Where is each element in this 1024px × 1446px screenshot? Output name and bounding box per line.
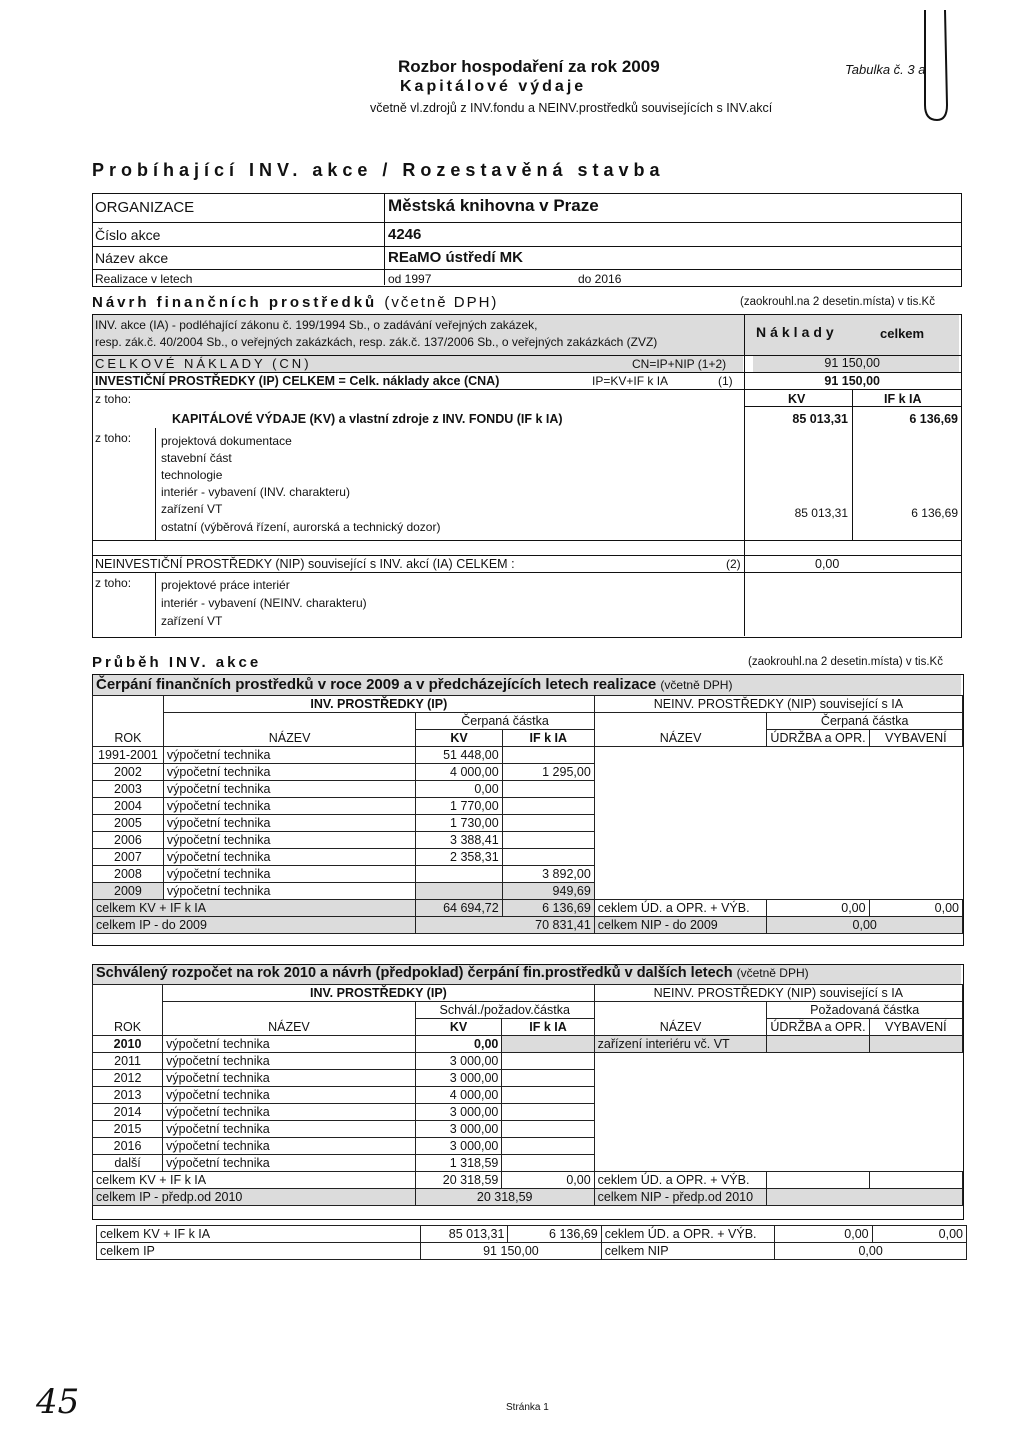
row-kv: 4 000,00 (415, 1087, 502, 1104)
row-kv (416, 883, 502, 900)
schvaleny-table (92, 984, 963, 1206)
nip-item-interier: interiér - vybavení (NEINV. charakteru) (161, 596, 367, 610)
zarizeni-vt-if: 6 136,69 (911, 506, 958, 520)
item-stavebni: stavební část (161, 451, 232, 465)
cerpani-if-header: IF k IA (502, 730, 594, 747)
celkem-nip-value: 0,00 (767, 917, 963, 934)
row-nazev: výpočetní technika (163, 764, 415, 781)
schv-nazev-nip-header: NÁZEV (594, 1019, 767, 1036)
nazev-akce-label: Název akce (95, 250, 169, 266)
row-kv: 1 770,00 (416, 798, 502, 815)
row-kv (416, 866, 502, 883)
row-nazev: výpočetní technika (163, 1155, 416, 1172)
final-nip-value: 0,00 (775, 1243, 967, 1260)
inv-akce-line-1: INV. akce (IA) - podléhající zákonu č. 199/1994 Sb., o zadávání veřejných zakázek, (95, 318, 538, 332)
ip-num: (1) (718, 374, 733, 388)
row-nazev: výpočetní technika (163, 1036, 416, 1053)
celkem-label: celkem (880, 326, 925, 341)
celkem-ip-value: 70 831,41 (416, 917, 594, 934)
row-rok: 2003 (93, 781, 164, 798)
row-rok: 2016 (93, 1138, 163, 1155)
if-ia-header: IF k IA (884, 392, 922, 406)
row-kv: 3 388,41 (416, 832, 502, 849)
table-row (93, 1070, 963, 1087)
row-kv: 1 318,59 (415, 1155, 502, 1172)
cerpani-vybaveni-header: VYBAVENÍ (869, 730, 962, 747)
celkem-kv-row (93, 900, 963, 917)
celkem-ud-label: ceklem ÚD. a OPR. + VÝB. (594, 900, 767, 917)
prubeh-unit: (zaokrouhl.na 2 desetin.místa) v tis.Kč (748, 656, 943, 668)
row-if (502, 832, 594, 849)
schv-inv-ip: INV. PROSTŘEDKY (IP) (163, 985, 595, 1002)
document-title: Rozbor hospodaření za rok 2009 (398, 57, 660, 76)
z-toho-label: z toho: (95, 392, 132, 406)
row-kv: 3 000,00 (415, 1053, 502, 1070)
final-ip-row (97, 1243, 967, 1260)
row-if (502, 849, 594, 866)
row-if (502, 781, 594, 798)
document-subtitle-2: včetně vl.zdrojů z INV.fondu a NEINV.prostředků souvisejících s INV.akcí (370, 101, 773, 115)
cislo-akce-value: 4246 (388, 226, 422, 243)
celkem-kv-label: celkem KV + IF k IA (93, 900, 416, 917)
row-nazev: výpočetní technika (163, 781, 415, 798)
row-rok: 2004 (93, 798, 164, 815)
item-interier: interiér - vybavení (INV. charakteru) (161, 485, 350, 499)
schv-celkem-kv-row (93, 1172, 963, 1189)
kv-header: KV (788, 392, 806, 406)
table-number: Tabulka č. 3 a (845, 62, 926, 77)
navrh-title-suffix: (včetně DPH) (384, 294, 499, 311)
row-if (502, 747, 594, 764)
cn-formula: CN=IP+NIP (1+2) (632, 357, 727, 371)
nip-z-toho: z toho: (95, 576, 132, 590)
zarizeni-vt-kv: 85 013,31 (794, 506, 848, 520)
schv-nazev-header: NÁZEV (163, 1019, 416, 1036)
celkem-ud-value: 0,00 (767, 900, 869, 917)
cerpani-title-text: Čerpání finančních prostředků v roce 2009 a v předcházejících letech realizace (96, 676, 657, 693)
row-nazev: výpočetní technika (163, 883, 415, 900)
table-row (93, 832, 963, 849)
row-rok: 2009 (93, 883, 164, 900)
schvaleny-title (96, 965, 809, 981)
kapitalove-if: 6 136,69 (909, 412, 958, 426)
nip-label: NEINVESTIČNÍ PROSTŘEDKY (NIP) související s INV. akcí (IA) CELKEM : (95, 557, 515, 571)
schv-schval-label: Schvál./požadov.částka (415, 1002, 594, 1019)
final-totals-table (96, 1225, 967, 1260)
row-nazev: výpočetní technika (163, 1121, 416, 1138)
schv-celkem-ud-label: ceklem ÚD. a OPR. + VÝB. (594, 1172, 767, 1189)
cerpani-cerpana: Čerpaná částka (416, 713, 594, 730)
celkem-vyb-value: 0,00 (869, 900, 962, 917)
row-nazev: výpočetní technika (163, 866, 415, 883)
kapitalove-kv: 85 013,31 (792, 412, 848, 426)
row-rok: 2014 (93, 1104, 163, 1121)
navrh-unit: (zaokrouhl.na 2 desetin.místa) v tis.Kč (740, 296, 935, 308)
schv-zarizeni: zařízení interiéru vč. VT (594, 1036, 767, 1053)
row-kv: 3 000,00 (415, 1070, 502, 1087)
table-row (93, 1036, 963, 1053)
table-row (93, 815, 963, 832)
row-rok: 2006 (93, 832, 164, 849)
row-nazev: výpočetní technika (163, 1070, 416, 1087)
final-kv-value: 85 013,31 (421, 1226, 508, 1243)
row-rok: další (93, 1155, 163, 1172)
table-row (93, 883, 963, 900)
final-ud-value: 0,00 (775, 1226, 872, 1243)
nazev-akce-value: REaMO ústředí MK (388, 249, 524, 266)
nip-num: (2) (726, 557, 741, 571)
realizace-do: do 2016 (578, 272, 622, 286)
naklady-label: Náklady (756, 324, 838, 340)
inv-akce-line-2: resp. zák.č. 40/2004 Sb., o veřejných zakázkách, resp. zák.č. 137/2006 Sb., o veřejných zakázkách (ZVZ) (95, 335, 658, 349)
navrh-title (92, 294, 498, 311)
table-row (93, 764, 963, 781)
schv-rok-header: ROK (93, 1019, 163, 1036)
cerpani-title (96, 676, 732, 693)
row-rok: 2005 (93, 815, 164, 832)
table-row (93, 866, 963, 883)
schv-udrzba-header: ÚDRŽBA a OPR. (767, 1019, 869, 1036)
cerpani-table (92, 695, 963, 934)
document-subtitle: Kapitálové výdaje (400, 78, 587, 95)
schv-kv-header: KV (415, 1019, 502, 1036)
row-nazev: výpočetní technika (163, 849, 415, 866)
row-if (502, 798, 594, 815)
row-nazev: výpočetní technika (163, 798, 415, 815)
row-kv: 3 000,00 (415, 1104, 502, 1121)
final-nip-label: celkem NIP (601, 1243, 775, 1260)
cislo-akce-label: Číslo akce (95, 227, 161, 243)
final-kv-row (97, 1226, 967, 1243)
row-if (502, 815, 594, 832)
celkem-nip-label: celkem NIP - do 2009 (594, 917, 767, 934)
table-row (93, 1104, 963, 1121)
item-technologie: technologie (161, 468, 223, 482)
table-row (93, 1087, 963, 1104)
row-rok: 2008 (93, 866, 164, 883)
row-rok: 2013 (93, 1087, 163, 1104)
row-nazev: výpočetní technika (163, 747, 415, 764)
table-row (93, 1138, 963, 1155)
schv-neinv-nip: NEINV. PROSTŘEDKY (NIP) související s IA (594, 985, 962, 1002)
section-title-probihajici: Probíhající INV. akce / Rozestavěná stavba (92, 160, 665, 180)
ip-label: INVESTIČNÍ PROSTŘEDKY (IP) CELKEM = Celk. náklady akce (CNA) (95, 374, 500, 388)
cerpani-cerpana-nip: Čerpaná částka (767, 713, 963, 730)
cerpani-inv-ip: INV. PROSTŘEDKY (IP) (163, 696, 594, 713)
z-toho-items-label: z toho: (95, 431, 132, 445)
row-rok: 2015 (93, 1121, 163, 1138)
table-row (93, 781, 963, 798)
schv-celkem-kv-value: 20 318,59 (415, 1172, 502, 1189)
cerpani-rok-header: ROK (93, 730, 164, 747)
item-ostatni: ostatní (výběrová řízení, aurorská a technický dozor) (161, 520, 441, 534)
table-row (93, 1155, 963, 1172)
table-row (93, 1121, 963, 1138)
row-rok: 2011 (93, 1053, 163, 1070)
cerpani-nazev-nip-header: NÁZEV (594, 730, 767, 747)
schv-celkem-nip-label: celkem NIP - předp.od 2010 (594, 1189, 767, 1206)
nip-item-zarizeni: zařízení VT (161, 614, 223, 628)
row-nazev: výpočetní technika (163, 1104, 416, 1121)
row-kv: 51 448,00 (416, 747, 502, 764)
cerpani-suffix: (včetně DPH) (660, 678, 733, 692)
cerpani-nazev-header: NÁZEV (163, 730, 415, 747)
row-kv: 1 730,00 (416, 815, 502, 832)
celkem-if-value: 6 136,69 (502, 900, 594, 917)
row-rok: 2010 (93, 1036, 163, 1053)
schv-celkem-ip-value: 20 318,59 (415, 1189, 594, 1206)
celkem-ip-label: celkem IP - do 2009 (93, 917, 416, 934)
item-zarizeni-vt: zařízení VT (161, 502, 223, 516)
final-ud-label: ceklem ÚD. a OPR. + VÝB. (601, 1226, 775, 1243)
row-rok: 1991-2001 (93, 747, 164, 764)
row-rok: 2012 (93, 1070, 163, 1087)
final-kv-label: celkem KV + IF k IA (97, 1226, 421, 1243)
row-nazev: výpočetní technika (163, 832, 415, 849)
schv-if-header: IF k IA (502, 1019, 594, 1036)
row-nazev: výpočetní technika (163, 815, 415, 832)
ip-value: 91 150,00 (824, 374, 880, 388)
row-kv: 0,00 (415, 1036, 502, 1053)
row-if: 949,69 (502, 883, 594, 900)
realizace-label: Realizace v letech (95, 272, 193, 286)
row-kv: 3 000,00 (415, 1138, 502, 1155)
celkem-ip-row (93, 917, 963, 934)
celkem-kv-value: 64 694,72 (416, 900, 502, 917)
row-kv: 4 000,00 (416, 764, 502, 781)
final-if-value: 6 136,69 (508, 1226, 601, 1243)
table-row (93, 798, 963, 815)
nip-item-projektove: projektové práce interiér (161, 578, 290, 592)
row-kv: 0,00 (416, 781, 502, 798)
handwritten-number: 45 (36, 1382, 80, 1422)
nip-value: 0,00 (815, 557, 840, 571)
realizace-od: od 1997 (388, 272, 432, 286)
item-projektova: projektová dokumentace (161, 434, 292, 448)
cerpani-udrzba-header: ÚDRŽBA a OPR. (767, 730, 869, 747)
schv-celkem-ip-label: celkem IP - předp.od 2010 (93, 1189, 416, 1206)
cn-value: 91 150,00 (824, 356, 880, 370)
schv-celkem-kv-label: celkem KV + IF k IA (93, 1172, 416, 1189)
final-ip-label: celkem IP (97, 1243, 421, 1260)
row-rok: 2002 (93, 764, 164, 781)
row-nazev: výpočetní technika (163, 1053, 416, 1070)
row-nazev: výpočetní technika (163, 1138, 416, 1155)
schv-celkem-ip-row (93, 1189, 963, 1206)
ip-formula: IP=KV+IF k IA (592, 374, 669, 388)
final-vyb-value: 0,00 (872, 1226, 966, 1243)
page-number: Stránka 1 (506, 1402, 549, 1413)
org-value: Městská knihovna v Praze (388, 196, 599, 215)
cerpani-neinv-nip: NEINV. PROSTŘEDKY (NIP) související s IA (594, 696, 962, 713)
table-row (93, 1053, 963, 1070)
schv-pozad-label: Požadovaná částka (767, 1002, 963, 1019)
org-label: ORGANIZACE (95, 199, 195, 216)
row-nazev: výpočetní technika (163, 1087, 416, 1104)
schv-vybaveni-header: VYBAVENÍ (869, 1019, 962, 1036)
row-rok: 2007 (93, 849, 164, 866)
prubeh-title: Průběh INV. akce (92, 654, 262, 671)
row-kv: 3 000,00 (415, 1121, 502, 1138)
schv-celkem-if-value: 0,00 (502, 1172, 594, 1189)
table-row (93, 747, 963, 764)
final-ip-value: 91 150,00 (421, 1243, 602, 1260)
handwritten-mark-icon (895, 5, 955, 125)
cerpani-kv-header: KV (416, 730, 502, 747)
row-kv: 2 358,31 (416, 849, 502, 866)
schvaleny-suffix: (včetně DPH) (736, 966, 809, 980)
schvaleny-title-text: Schválený rozpočet na rok 2010 a návrh (předpoklad) čerpání fin.prostředků v dalších letech (96, 965, 733, 981)
row-if: 3 892,00 (502, 866, 594, 883)
row-if: 1 295,00 (502, 764, 594, 781)
celkove-naklady-label: CELKOVÉ NÁKLADY (CN) (95, 356, 312, 371)
kapitalove-vydaje-label: KAPITÁLOVÉ VÝDAJE (KV) a vlastní zdroje z INV. FONDU (IF k IA) (172, 412, 563, 426)
navrh-title-text: Návrh finančních prostředků (92, 294, 378, 311)
table-row (93, 849, 963, 866)
